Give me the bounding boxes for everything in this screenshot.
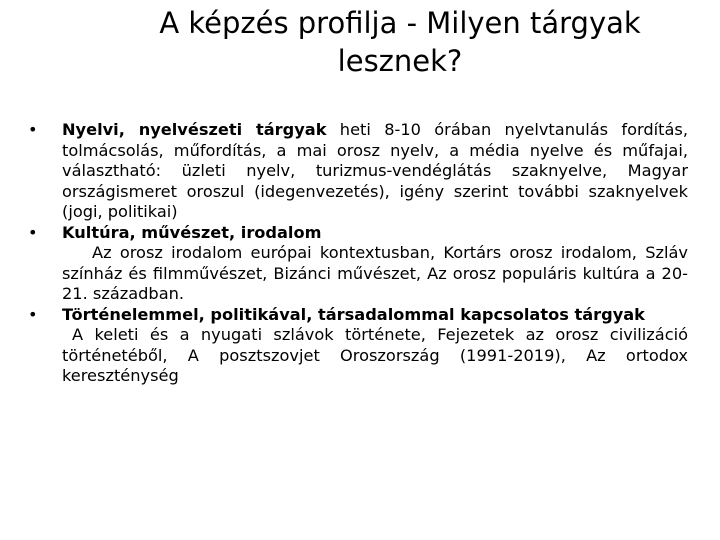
item-heading: Történelemmel, politikával, társadalommal kapcsolatos tárgyak — [62, 304, 645, 324]
bullet-icon: • — [28, 120, 38, 139]
item-text: heti 8-10 órában nyelvtanulás fordítás, tolmácsolás, műfordítás, a mai orosz nyelv, a média nyelve és műfajai, választható: üzleti nyelv, turizmus-vendéglátás szaknyelve, Magyar országismeret oroszul (idegenvezetés), igény szerint további szaknyelvek (jogi, politikai) — [62, 120, 688, 221]
bullet-item-culture — [28, 223, 688, 305]
bullet-list — [28, 120, 688, 387]
bullet-item-language — [28, 120, 688, 223]
item-text: A keleti és a nyugati szlávok története, Fejezetek az orosz civilizáció történetéből, A posztszovjet Oroszország (1991-2019), Az ortodox kereszténység — [62, 325, 688, 385]
item-text: Az orosz irodalom európai kontextusban, Kortárs orosz irodalom, Szláv színház és filmművészet, Bizánci művészet, Az orosz populáris kultúra a 20-21. században. — [62, 243, 688, 303]
bullet-item-history — [28, 305, 688, 387]
bullet-icon: • — [28, 222, 38, 242]
bullet-icon: • — [28, 304, 38, 324]
slide-title: A képzés profilja - Milyen tárgyak lesznek? — [159, 6, 641, 78]
item-heading: Nyelvi, nyelvészeti tárgyak — [62, 120, 327, 139]
item-heading: Kultúra, művészet, irodalom — [62, 222, 322, 242]
